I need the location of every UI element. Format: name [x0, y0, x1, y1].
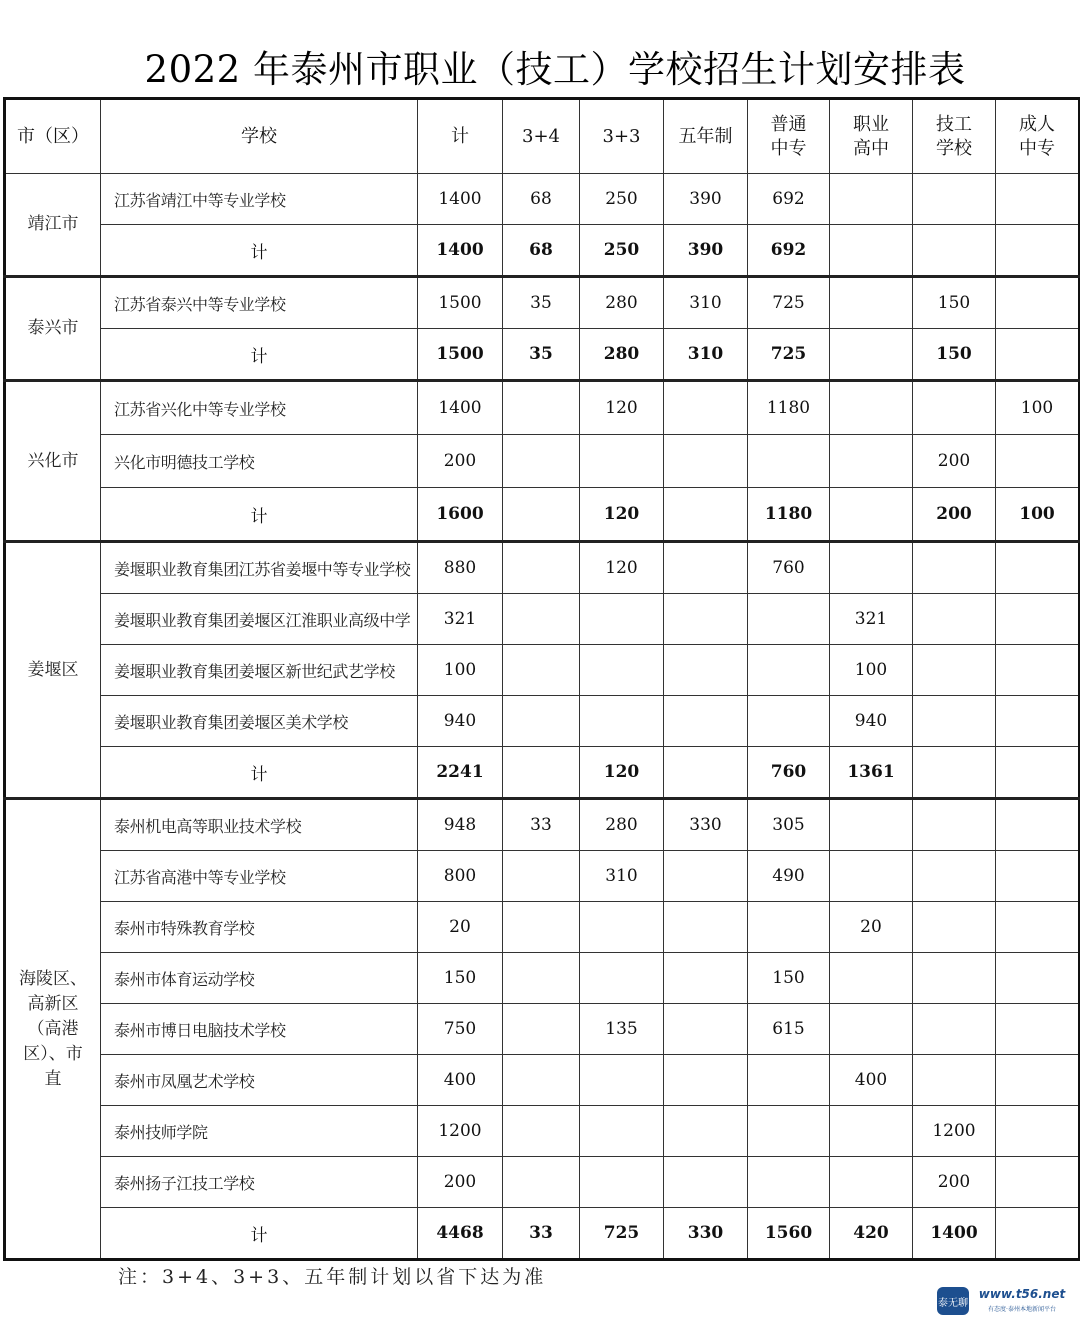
subtotal-chengren	[996, 747, 1080, 799]
zhiye-cell: 940	[830, 696, 913, 747]
subtotal-row	[5, 329, 1080, 381]
chengren-cell	[996, 799, 1080, 851]
zhiye-cell	[830, 953, 913, 1004]
header-chengren-line2: 中专	[1019, 137, 1055, 159]
3plus4-cell	[503, 1004, 580, 1055]
zhiye-cell	[830, 381, 913, 435]
enrollment-plan-table	[3, 97, 1080, 1261]
city-cell	[5, 799, 101, 1260]
header-putong-line2: 中专	[770, 137, 807, 159]
subtotal-five-year	[664, 747, 748, 799]
subtotal-3plus4	[503, 488, 580, 542]
school-name: 姜堰职业教育集团江苏省姜堰中等专业学校	[101, 542, 418, 594]
subtotal-3plus3: 725	[580, 1208, 664, 1260]
five-year-cell	[664, 594, 748, 645]
putong-cell	[748, 902, 830, 953]
table-body	[5, 99, 1080, 1260]
subtotal-putong: 692	[748, 225, 830, 277]
five-year-cell	[664, 1055, 748, 1106]
subtotal-zhiye: 420	[830, 1208, 913, 1260]
city-cell	[5, 277, 101, 381]
3plus3-cell	[580, 435, 664, 488]
putong-cell: 615	[748, 1004, 830, 1055]
watermark-site: www.t56.net	[978, 1287, 1066, 1301]
subtotal-3plus3: 120	[580, 488, 664, 542]
table-row	[5, 174, 1080, 225]
table-row	[5, 645, 1080, 696]
city-cell	[5, 542, 101, 799]
subtotal-five-year: 390	[664, 225, 748, 277]
subtotal-label: 计	[101, 225, 418, 277]
school-name: 姜堰职业教育集团姜堰区美术学校	[101, 696, 418, 747]
3plus3-cell	[580, 594, 664, 645]
total-cell: 400	[418, 1055, 503, 1106]
jigong-cell	[913, 1055, 996, 1106]
subtotal-zhiye	[830, 488, 913, 542]
watermark-logo	[936, 1283, 1074, 1321]
subtotal-3plus4: 33	[503, 1208, 580, 1260]
zhiye-cell	[830, 1004, 913, 1055]
watermark-badge-text: 泰无聊	[938, 1298, 968, 1309]
table-row	[5, 953, 1080, 1004]
subtotal-chengren	[996, 225, 1080, 277]
subtotal-five-year: 310	[664, 329, 748, 381]
chengren-cell	[996, 277, 1080, 329]
putong-cell: 1180	[748, 381, 830, 435]
chengren-cell	[996, 1004, 1080, 1055]
header-putong-line1: 普通	[770, 113, 807, 135]
jigong-cell	[913, 902, 996, 953]
subtotal-3plus3: 280	[580, 329, 664, 381]
3plus4-cell	[503, 381, 580, 435]
3plus3-cell	[580, 1106, 664, 1157]
subtotal-zhiye	[830, 329, 913, 381]
table-row	[5, 1106, 1080, 1157]
zhiye-cell	[830, 1157, 913, 1208]
five-year-cell	[664, 1106, 748, 1157]
putong-cell: 490	[748, 851, 830, 902]
header-chengren-line1: 成人	[1019, 113, 1055, 135]
school-name: 江苏省兴化中等专业学校	[101, 381, 418, 435]
3plus3-cell	[580, 953, 664, 1004]
subtotal-putong: 760	[748, 747, 830, 799]
subtotal-putong: 725	[748, 329, 830, 381]
total-cell: 940	[418, 696, 503, 747]
chengren-cell	[996, 1055, 1080, 1106]
table-row	[5, 1004, 1080, 1055]
five-year-cell	[664, 851, 748, 902]
school-name: 泰州技师学院	[101, 1106, 418, 1157]
chengren-cell	[996, 542, 1080, 594]
3plus3-cell: 280	[580, 277, 664, 329]
city-name-line: 海陵区、	[19, 968, 87, 989]
jigong-cell	[913, 851, 996, 902]
3plus3-cell	[580, 1157, 664, 1208]
jigong-cell	[913, 645, 996, 696]
chengren-cell	[996, 953, 1080, 1004]
table-row	[5, 381, 1080, 435]
header-zhiye-gaozhong	[830, 99, 913, 174]
jigong-cell	[913, 953, 996, 1004]
five-year-cell	[664, 696, 748, 747]
putong-cell	[748, 1106, 830, 1157]
five-year-cell	[664, 1157, 748, 1208]
city-name-line: （高港	[27, 1018, 79, 1039]
subtotal-3plus4: 68	[503, 225, 580, 277]
city-name-line: 泰兴市	[27, 318, 79, 338]
zhiye-cell	[830, 435, 913, 488]
subtotal-five-year: 330	[664, 1208, 748, 1260]
subtotal-row	[5, 225, 1080, 277]
school-name: 泰州市特殊教育学校	[101, 902, 418, 953]
subtotal-3plus3: 250	[580, 225, 664, 277]
chengren-cell	[996, 174, 1080, 225]
watermark-tagline: 有态度·泰州本地新闻平台	[988, 1306, 1056, 1313]
header-zhiye-line2: 高中	[853, 137, 889, 159]
header-five-year: 五年制	[664, 99, 748, 174]
chengren-cell	[996, 696, 1080, 747]
putong-cell: 692	[748, 174, 830, 225]
header-chengren-zhongzhuan	[996, 99, 1080, 174]
total-cell: 800	[418, 851, 503, 902]
subtotal-putong: 1560	[748, 1208, 830, 1260]
subtotal-jigong	[913, 747, 996, 799]
subtotal-total: 1600	[418, 488, 503, 542]
3plus3-cell: 120	[580, 542, 664, 594]
city-name-line: 靖江市	[27, 214, 79, 234]
3plus4-cell	[503, 594, 580, 645]
jigong-cell	[913, 542, 996, 594]
header-jigong-xuexiao	[913, 99, 996, 174]
3plus4-cell	[503, 1157, 580, 1208]
jigong-cell	[913, 696, 996, 747]
chengren-cell	[996, 851, 1080, 902]
3plus3-cell: 120	[580, 381, 664, 435]
total-cell: 880	[418, 542, 503, 594]
3plus3-cell	[580, 696, 664, 747]
city-name-line: 区）、市	[23, 1043, 83, 1064]
3plus4-cell	[503, 1106, 580, 1157]
subtotal-jigong: 1400	[913, 1208, 996, 1260]
subtotal-label: 计	[101, 488, 418, 542]
header-3plus3: 3+3	[580, 99, 664, 174]
zhiye-cell: 321	[830, 594, 913, 645]
table-row	[5, 851, 1080, 902]
subtotal-putong: 1180	[748, 488, 830, 542]
3plus4-cell	[503, 645, 580, 696]
table-row	[5, 799, 1080, 851]
subtotal-label: 计	[101, 747, 418, 799]
header-total: 计	[418, 99, 503, 174]
five-year-cell	[664, 1004, 748, 1055]
3plus4-cell	[503, 1055, 580, 1106]
total-cell: 200	[418, 435, 503, 488]
school-name: 泰州市凤凰艺术学校	[101, 1055, 418, 1106]
3plus3-cell	[580, 1055, 664, 1106]
jigong-cell	[913, 594, 996, 645]
table-row	[5, 594, 1080, 645]
subtotal-total: 2241	[418, 747, 503, 799]
3plus4-cell	[503, 435, 580, 488]
subtotal-jigong	[913, 225, 996, 277]
putong-cell: 760	[748, 542, 830, 594]
putong-cell	[748, 645, 830, 696]
chengren-cell	[996, 435, 1080, 488]
table-row	[5, 277, 1080, 329]
3plus4-cell	[503, 953, 580, 1004]
subtotal-five-year	[664, 488, 748, 542]
total-cell: 20	[418, 902, 503, 953]
total-cell: 750	[418, 1004, 503, 1055]
3plus3-cell	[580, 902, 664, 953]
footnote: 注：3+4、3+3、五年制计划以省下达为准	[118, 1266, 547, 1288]
table-row	[5, 435, 1080, 488]
page-title: 2022 年泰州市职业（技工）学校招生计划安排表	[144, 48, 966, 91]
five-year-cell	[664, 645, 748, 696]
table-row	[5, 696, 1080, 747]
subtotal-chengren	[996, 1208, 1080, 1260]
zhiye-cell: 20	[830, 902, 913, 953]
total-cell: 1400	[418, 381, 503, 435]
chengren-cell	[996, 645, 1080, 696]
subtotal-chengren: 100	[996, 488, 1080, 542]
header-row	[5, 99, 1080, 174]
subtotal-3plus4: 35	[503, 329, 580, 381]
five-year-cell	[664, 381, 748, 435]
zhiye-cell: 100	[830, 645, 913, 696]
header-3plus4: 3+4	[503, 99, 580, 174]
3plus4-cell	[503, 696, 580, 747]
zhiye-cell	[830, 1106, 913, 1157]
chengren-cell	[996, 1157, 1080, 1208]
3plus4-cell: 35	[503, 277, 580, 329]
zhiye-cell: 400	[830, 1055, 913, 1106]
jigong-cell: 1200	[913, 1106, 996, 1157]
3plus4-cell: 33	[503, 799, 580, 851]
chengren-cell: 100	[996, 381, 1080, 435]
header-jigong-line1: 技工	[936, 113, 972, 135]
five-year-cell: 330	[664, 799, 748, 851]
3plus3-cell: 135	[580, 1004, 664, 1055]
3plus3-cell: 280	[580, 799, 664, 851]
total-cell: 948	[418, 799, 503, 851]
3plus4-cell	[503, 902, 580, 953]
school-name: 泰州机电高等职业技术学校	[101, 799, 418, 851]
total-cell: 1500	[418, 277, 503, 329]
chengren-cell	[996, 594, 1080, 645]
putong-cell: 150	[748, 953, 830, 1004]
table-row	[5, 1055, 1080, 1106]
chengren-cell	[996, 1106, 1080, 1157]
city-name-line: 兴化市	[27, 450, 79, 471]
school-name: 姜堰职业教育集团姜堰区江淮职业高级中学	[101, 594, 418, 645]
jigong-cell	[913, 1004, 996, 1055]
subtotal-row	[5, 747, 1080, 799]
putong-cell	[748, 1055, 830, 1106]
3plus3-cell: 310	[580, 851, 664, 902]
putong-cell	[748, 1157, 830, 1208]
total-cell: 100	[418, 645, 503, 696]
subtotal-row	[5, 488, 1080, 542]
zhiye-cell	[830, 277, 913, 329]
five-year-cell: 390	[664, 174, 748, 225]
3plus4-cell	[503, 851, 580, 902]
header-city: 市（区）	[5, 99, 101, 174]
jigong-cell: 200	[913, 1157, 996, 1208]
school-name: 江苏省高港中等专业学校	[101, 851, 418, 902]
chengren-cell	[996, 902, 1080, 953]
subtotal-chengren	[996, 329, 1080, 381]
3plus3-cell: 250	[580, 174, 664, 225]
header-jigong-line2: 学校	[936, 137, 972, 159]
header-putong-zhongzhuan	[748, 99, 830, 174]
3plus4-cell: 68	[503, 174, 580, 225]
five-year-cell	[664, 542, 748, 594]
putong-cell	[748, 435, 830, 488]
table-row	[5, 1157, 1080, 1208]
table-row	[5, 542, 1080, 594]
zhiye-cell	[830, 542, 913, 594]
school-name: 江苏省泰兴中等专业学校	[101, 277, 418, 329]
city-name-line: 高新区	[27, 993, 79, 1014]
subtotal-row	[5, 1208, 1080, 1260]
subtotal-label: 计	[101, 1208, 418, 1260]
jigong-cell: 200	[913, 435, 996, 488]
total-cell: 1200	[418, 1106, 503, 1157]
subtotal-total: 1400	[418, 225, 503, 277]
school-name: 泰州扬子江技工学校	[101, 1157, 418, 1208]
total-cell: 200	[418, 1157, 503, 1208]
header-zhiye-line1: 职业	[853, 113, 889, 135]
five-year-cell: 310	[664, 277, 748, 329]
jigong-cell	[913, 174, 996, 225]
zhiye-cell	[830, 851, 913, 902]
zhiye-cell	[830, 799, 913, 851]
putong-cell: 305	[748, 799, 830, 851]
city-name-line: 直	[44, 1068, 62, 1089]
jigong-cell: 150	[913, 277, 996, 329]
city-name-line: 姜堰区	[27, 659, 79, 680]
3plus3-cell	[580, 645, 664, 696]
school-name: 泰州市博日电脑技术学校	[101, 1004, 418, 1055]
subtotal-jigong: 200	[913, 488, 996, 542]
school-name: 江苏省靖江中等专业学校	[101, 174, 418, 225]
subtotal-total: 1500	[418, 329, 503, 381]
subtotal-3plus4	[503, 747, 580, 799]
school-name: 姜堰职业教育集团姜堰区新世纪武艺学校	[101, 645, 418, 696]
zhiye-cell	[830, 174, 913, 225]
total-cell: 321	[418, 594, 503, 645]
five-year-cell	[664, 902, 748, 953]
city-cell	[5, 381, 101, 542]
subtotal-label: 计	[101, 329, 418, 381]
subtotal-jigong: 150	[913, 329, 996, 381]
city-cell	[5, 174, 101, 277]
putong-cell: 725	[748, 277, 830, 329]
school-name: 兴化市明德技工学校	[101, 435, 418, 488]
five-year-cell	[664, 953, 748, 1004]
3plus4-cell	[503, 542, 580, 594]
subtotal-zhiye	[830, 225, 913, 277]
putong-cell	[748, 696, 830, 747]
header-school: 学校	[101, 99, 418, 174]
subtotal-total: 4468	[418, 1208, 503, 1260]
school-name: 泰州市体育运动学校	[101, 953, 418, 1004]
subtotal-3plus3: 120	[580, 747, 664, 799]
total-cell: 150	[418, 953, 503, 1004]
total-cell: 1400	[418, 174, 503, 225]
putong-cell	[748, 594, 830, 645]
table-row	[5, 902, 1080, 953]
five-year-cell	[664, 435, 748, 488]
subtotal-zhiye: 1361	[830, 747, 913, 799]
jigong-cell	[913, 799, 996, 851]
jigong-cell	[913, 381, 996, 435]
